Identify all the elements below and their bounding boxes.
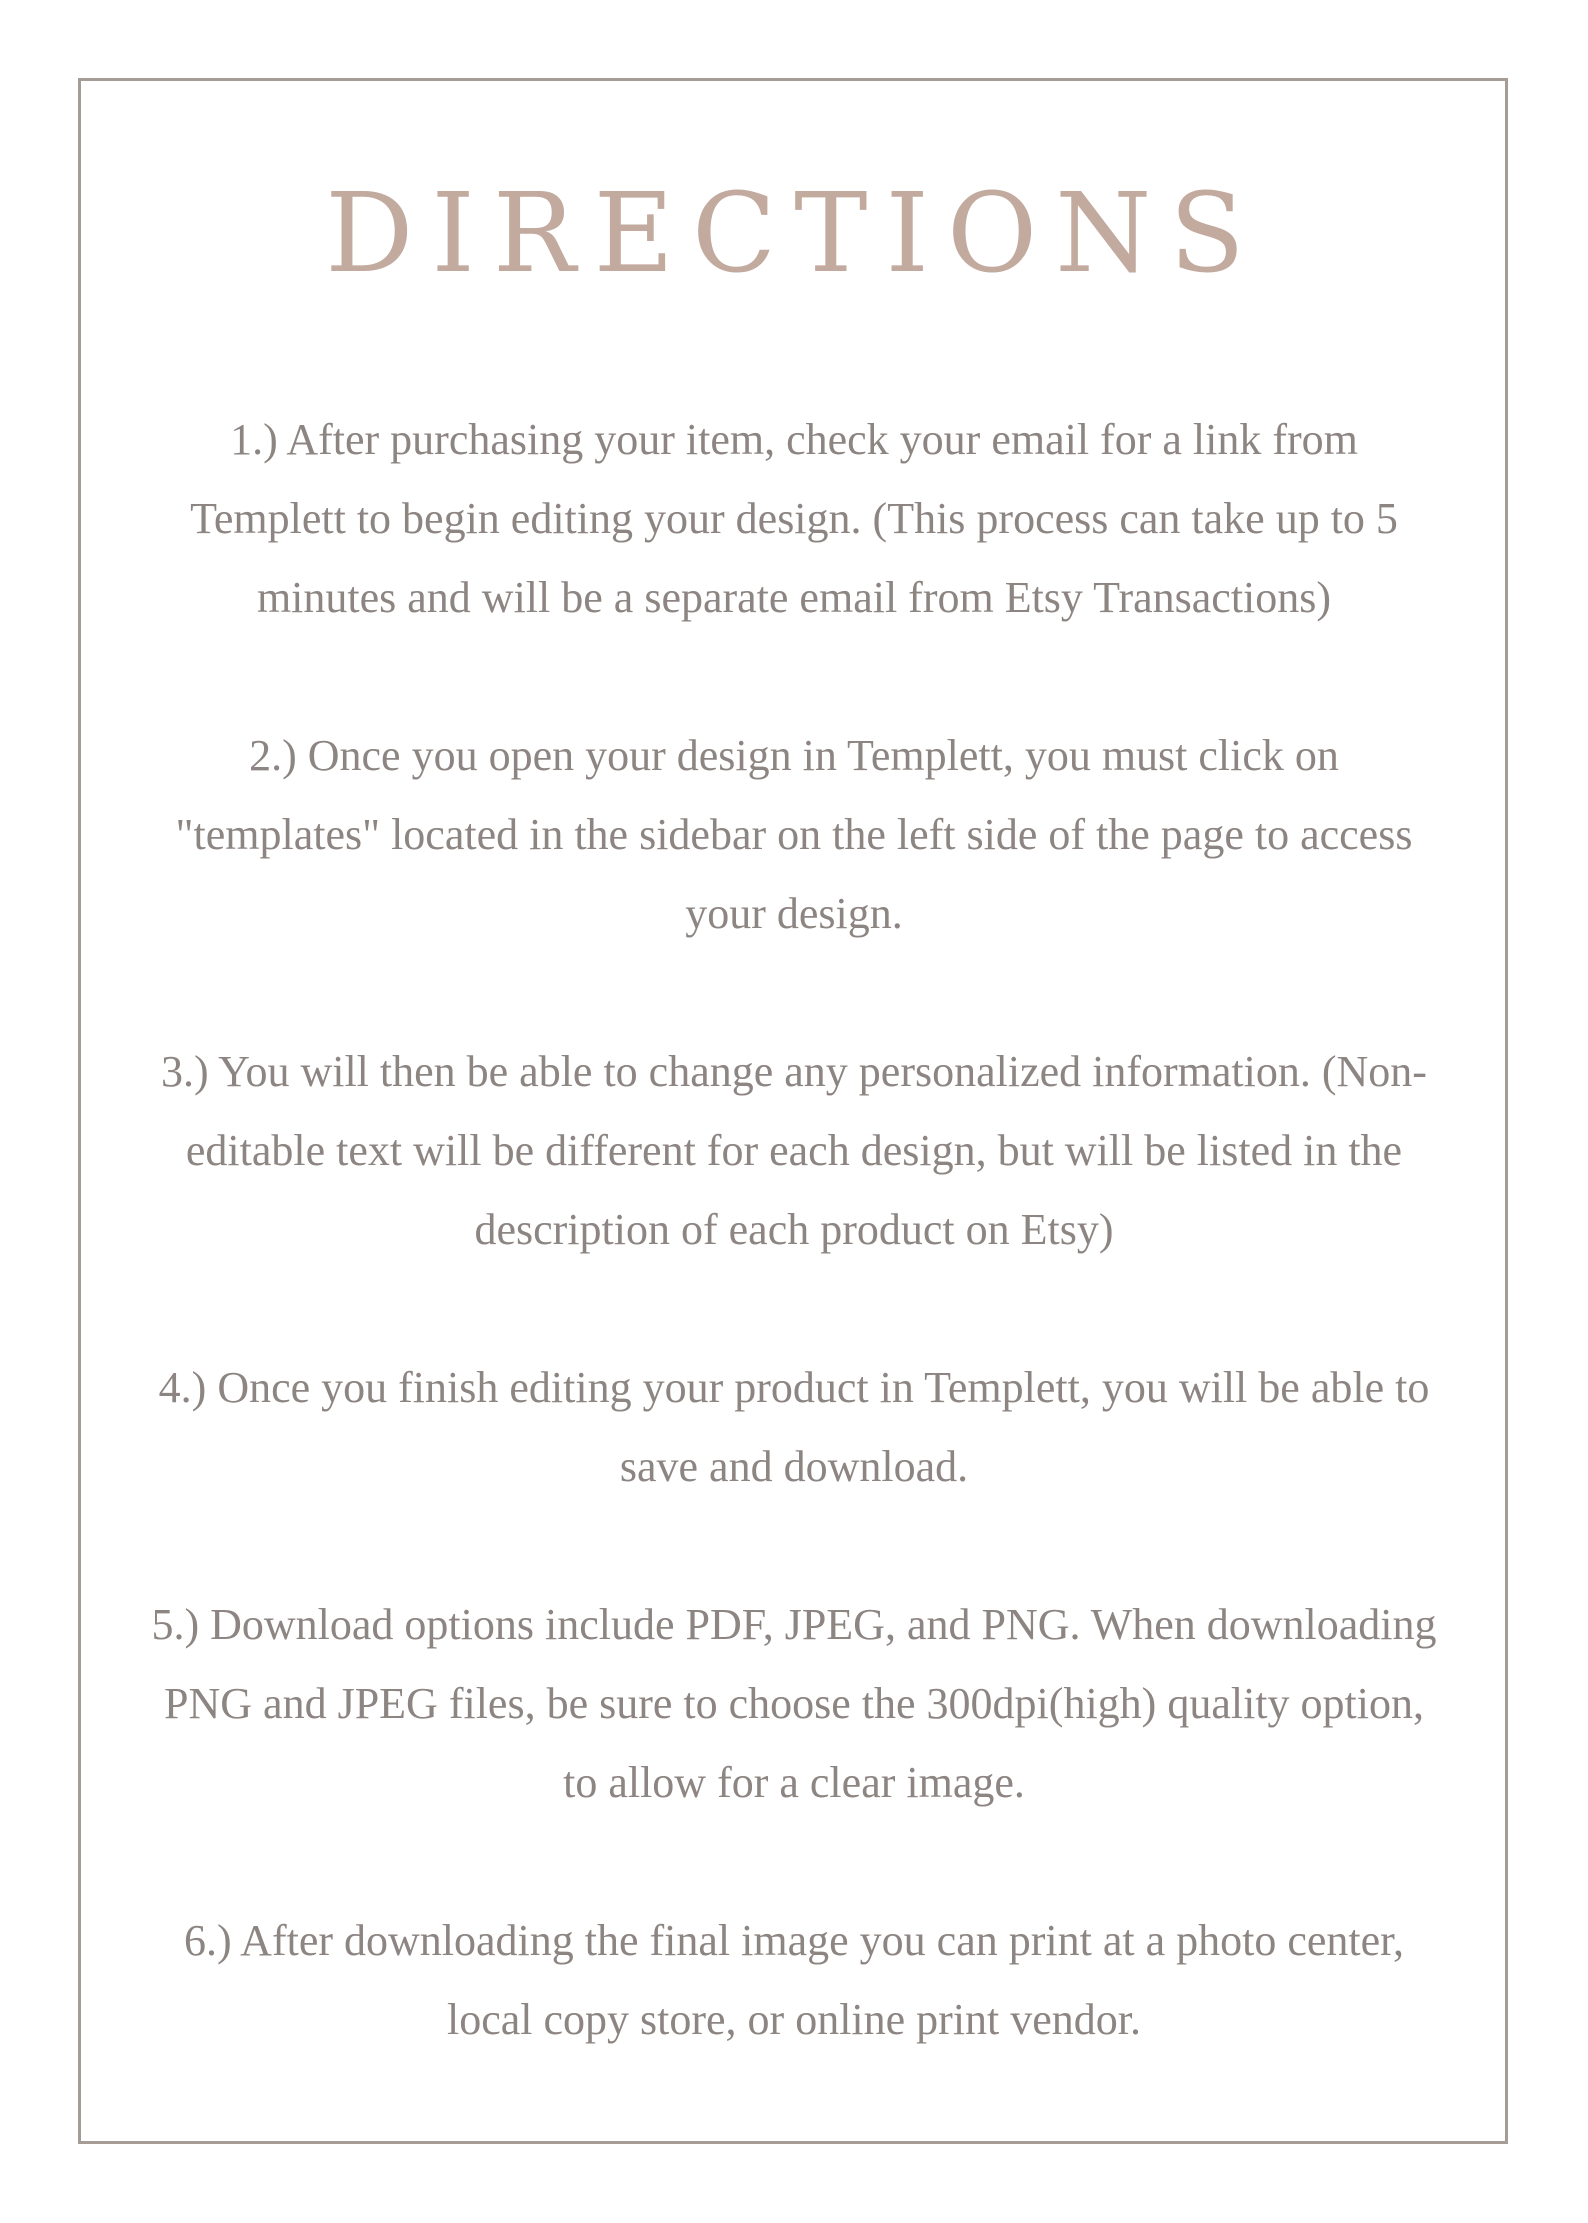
direction-step-4: 4.) Once you finish editing your product in Templett, you will be able to save and download. <box>158 1363 1430 1491</box>
page-title: DIRECTIONS <box>325 169 1263 297</box>
direction-step-3: 3.) You will then be able to change any personalized information. (Non-editable text will be different for each design, but will be listed in the description of each product on Etsy) <box>161 1047 1427 1254</box>
direction-step-2: 2.) Once you open your design in Templett, you must click on "templates" located in the sidebar on the left side of the page to access your design. <box>175 731 1413 938</box>
direction-step-1: 1.) After purchasing your item, check your email for a link from Templett to begin editing your design. (This process can take up to 5 minutes and will be a separate email from Etsy Transactions) <box>190 415 1398 622</box>
direction-step-6: 6.) After downloading the final image you can print at a photo center, local copy store, or online print vendor. <box>183 1916 1405 2044</box>
directions-list <box>150 400 1438 2059</box>
direction-step-5: 5.) Download options include PDF, JPEG, and PNG. When downloading PNG and JPEG files, be sure to choose the 300dpi(high) quality option, to allow for a clear image. <box>151 1600 1437 1807</box>
